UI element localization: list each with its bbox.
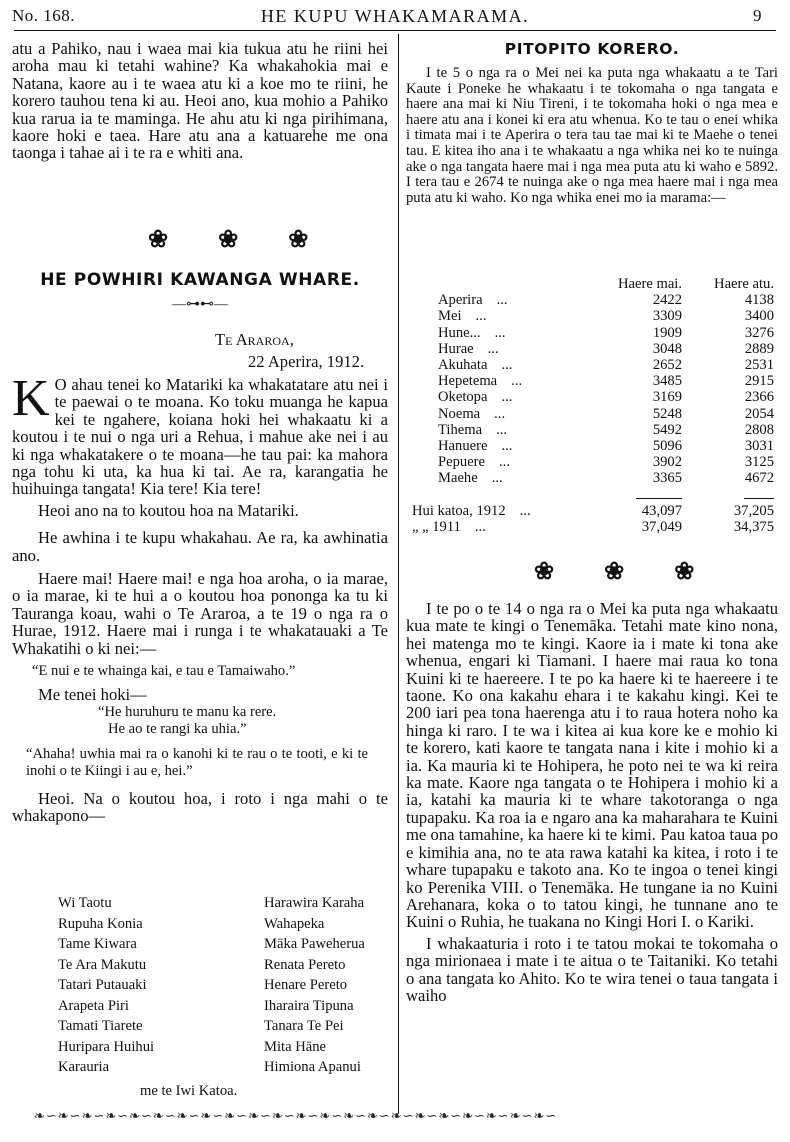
row-dots: ... bbox=[496, 292, 508, 309]
table-row bbox=[412, 357, 774, 373]
drop-cap: K bbox=[12, 370, 50, 427]
haere-mai-value: 3902 bbox=[652, 454, 682, 471]
row-dots: ... bbox=[474, 519, 486, 536]
table-row bbox=[412, 470, 774, 486]
signatory-left: Te Ara Makutu bbox=[58, 956, 147, 973]
signatory-right: Himiona Apanui bbox=[264, 1059, 361, 1075]
haere-mai-value: 5248 bbox=[652, 405, 682, 422]
signatory-right: Harawira Karaha bbox=[264, 895, 365, 911]
powhiri-para-1: O ahau tenei ko Matariki ka whakatatare atu nei i te paewai o te moana. Ko toku muanga he kapua kei te ngahere, koiana hoki hei whakaatu ki a koutou i te nui o nga uri a Rehua, i mahue ake nei i au ki nga whakatakere o te moana—he tau pai: ka mahora nga tohu ki uta, ka hua ki tai. Ae ra, karangatia he huihuinga tangata! Kia tere! Kia tere! bbox=[12, 375, 388, 499]
signatory-right: Renata Pereto bbox=[264, 956, 346, 973]
pitopito-intro-text: I te 5 o nga ra o Mei nei ka puta nga whakaatu a te Tari Kaute i Poneke he whakaatu i te tokomaha o nga tangata e haere ana mai ki Niu Tireni, i te tokomaha hoki o nga mea e haere atu ana i konei ki era atu whenua. Ko te tau o enei whika i timata mai i te Aperira o tera tau tae mai ki te Maehe o tenei tau. E kitea iho ana i te whakaatu a nga whika nei ko te nuinga ake o nga tangata haere mai i nga mea puta atu ki waho e 5892. I tera tau e 2674 te nuinga ake o nga mea haere mai i nga mea puta atu ki waho. Ko nga whika enei mo ia marama:— bbox=[406, 65, 778, 206]
haere-atu-value: 2915 bbox=[744, 373, 774, 390]
signatory-left: Tame Kiwara bbox=[58, 936, 137, 952]
table-row bbox=[412, 454, 774, 470]
row-label: Hurae bbox=[438, 340, 474, 357]
haere-atu-value: 2808 bbox=[744, 421, 774, 438]
table-row bbox=[412, 325, 774, 341]
row-label: Aperira bbox=[438, 292, 483, 309]
row-label: Maehe bbox=[438, 470, 478, 487]
table-header bbox=[412, 276, 602, 292]
dateline-date: 22 Aperira, 1912. bbox=[248, 352, 365, 371]
signatory-left: Karauria bbox=[58, 1059, 110, 1075]
row-dots: ... bbox=[496, 421, 508, 438]
row-dots: ... bbox=[501, 438, 513, 455]
pitopito-para-2: I whakaaturia i roto i te tatou mokai te tokomaha o nga mirionaea i mate i te aitua o te Taitaniki. Ko tetahi o ana tangata ko Ahito. Ko te wira tenei o taua tangata i waiho bbox=[406, 933, 778, 1005]
haere-mai-value: 37,049 bbox=[641, 519, 682, 536]
section-ornament: ❀ ❀ ❀ bbox=[148, 227, 331, 253]
haere-atu-value: 2531 bbox=[744, 357, 774, 374]
quote-2-line-1: “He huruhuru te manu ka rere. bbox=[98, 703, 277, 720]
table-row bbox=[412, 422, 774, 438]
row-label: Hanuere bbox=[438, 438, 488, 455]
row-dots: ... bbox=[519, 502, 531, 519]
powhiri-para-6: Heoi. Na o koutou hoa, i roto i nga mahi o te whakapono— bbox=[12, 788, 388, 825]
table-header-row bbox=[412, 276, 774, 292]
row-dots: ... bbox=[491, 470, 503, 487]
haere-atu-value: 4138 bbox=[744, 292, 774, 309]
table-row bbox=[412, 406, 774, 422]
row-label: Pepuere bbox=[438, 454, 486, 471]
powhiri-body bbox=[12, 370, 388, 825]
signatory-left: Tatari Putauaki bbox=[58, 977, 147, 993]
signatory-right: Mita Hāne bbox=[264, 1038, 327, 1055]
haere-atu-value: 37,205 bbox=[733, 502, 774, 519]
table-header: Haere mai. bbox=[617, 276, 682, 292]
signatory-right: Iharaira Tipuna bbox=[264, 997, 354, 1014]
haere-atu-value: 2889 bbox=[744, 340, 774, 357]
haere-mai-value: 3485 bbox=[652, 373, 682, 390]
haere-atu-value: 3031 bbox=[744, 438, 774, 455]
powhiri-para-3: He awhina i te kupu whakahau. Ae ra, ka awhinatia ano. bbox=[12, 528, 388, 565]
table-row bbox=[412, 308, 774, 324]
row-dots: ... bbox=[501, 357, 513, 374]
row-dots: ... bbox=[499, 454, 510, 471]
powhiri-para-5: Me tenei hoki— bbox=[38, 685, 147, 705]
header-rule bbox=[14, 30, 776, 31]
left-intro-paragraph bbox=[12, 40, 388, 162]
section-ornament: ❀ ❀ ❀ bbox=[534, 559, 717, 585]
closing-line: me te Iwi Katoa. bbox=[140, 1083, 238, 1099]
signatory-right: Tanara Te Pei bbox=[264, 1018, 344, 1034]
haere-mai-value: 2422 bbox=[652, 292, 682, 309]
haere-atu-value: 3276 bbox=[744, 324, 774, 341]
bottom-border-ornament: ❧∽❧∽❧∽❧∽❧∽❧∽❧∽❧∽❧∽❧∽❧∽❧∽❧∽❧∽❧∽❧∽❧∽❧∽❧∽❧∽❧∽❧∽ bbox=[34, 1108, 558, 1123]
masthead-title: HE KUPU WHAKAMARAMA. bbox=[260, 6, 530, 26]
article-title-powhiri: HE POWHIRI KAWANGA WHARE. bbox=[40, 270, 360, 290]
powhiri-para-4: Haere mai! Haere mai! e nga hoa aroha, o ia marae, o ia marae, ki te hui a o koutou hoa pononga ka tu ki Tauranga koau, wahi o Te Araroa, a te 19 o nga ra o Hurae, 1912. Haere mai i runga i te whakatauaki a Te Whakatihi o ki nei:— bbox=[12, 569, 388, 658]
quote-3: “Ahaha! uwhia mai ra o kanohi ki te rau o te tooti, e ki te inohi o te Kiingi i au e, hei.” bbox=[26, 745, 368, 779]
haere-atu-value: 2366 bbox=[744, 389, 774, 406]
haere-mai-value: 2652 bbox=[652, 357, 682, 374]
haere-mai-value: 3309 bbox=[652, 308, 682, 325]
signatory-left: Rupuha Konia bbox=[58, 915, 143, 932]
signatory-right: Wahapeka bbox=[264, 915, 325, 932]
row-dots: ... bbox=[494, 324, 506, 341]
signatory-right: Māka Paweherua bbox=[264, 936, 365, 952]
row-label: Hune... bbox=[438, 324, 481, 341]
row-label: Oketopa bbox=[438, 389, 488, 406]
haere-mai-value: 43,097 bbox=[641, 502, 682, 519]
row-label: Tihema bbox=[438, 421, 483, 438]
row-dots: ... bbox=[501, 389, 513, 406]
title-flourish: —⊶⊷— bbox=[172, 297, 228, 312]
haere-mai-value: 3365 bbox=[652, 470, 682, 487]
haere-mai-value: 5096 bbox=[652, 438, 682, 455]
haere-atu-value: 34,375 bbox=[733, 519, 774, 536]
table-row bbox=[412, 503, 774, 519]
haere-atu-value: 4672 bbox=[744, 470, 774, 487]
issue-number: No. 168. bbox=[12, 6, 76, 25]
row-dots: ... bbox=[487, 340, 499, 357]
intro-text: atu a Pahiko, nau i waea mai kia tukua atu he riini hei aroha mau ki tetahi wahine? Ka whakahokia mai e Natana, kaore au i te waea atu ki a koe mo te riini, he korero tauhou tena ki au. Heoi ano, kua mohio a Pahiko kua rarua ia te maminga. He ahu atu ki nga pirihimana, kaore hoki e taea. Hare atu ana a katuarehe me ona taonga i tahae ai i te ra e whiti ana. bbox=[12, 39, 388, 163]
quote-2-line-2: He ao te rangi ka uhia.” bbox=[108, 720, 247, 737]
row-label: Noema bbox=[438, 405, 481, 422]
haere-mai-value: 3048 bbox=[652, 340, 682, 357]
haere-atu-value: 3400 bbox=[744, 308, 774, 325]
table-row bbox=[412, 292, 774, 308]
row-label: „ „ 1911 bbox=[412, 519, 461, 536]
page-number: 9 bbox=[753, 6, 762, 25]
row-dots: ... bbox=[511, 373, 523, 390]
row-label: Hepetema bbox=[438, 373, 498, 390]
haere-atu-value: 2054 bbox=[744, 405, 774, 422]
row-dots: ... bbox=[494, 405, 506, 422]
table-header: Haere atu. bbox=[714, 276, 774, 292]
haere-mai-value: 5492 bbox=[652, 421, 682, 438]
row-label: Hui katoa, 1912 bbox=[412, 502, 506, 519]
signatory-right: Henare Pereto bbox=[264, 977, 348, 993]
signatory-left: Arapeta Piri bbox=[58, 997, 129, 1014]
table-row bbox=[412, 341, 774, 357]
signatory-left: Huripara Huihui bbox=[58, 1038, 155, 1055]
haere-atu-value: 3125 bbox=[744, 454, 774, 471]
row-dots: ... bbox=[475, 308, 487, 325]
table-row bbox=[412, 519, 774, 535]
powhiri-para-2: Heoi ano na to koutou hoa na Matariki. bbox=[38, 500, 299, 520]
haere-mai-value: 3169 bbox=[652, 389, 682, 406]
migration-table bbox=[412, 276, 774, 535]
row-label: Akuhata bbox=[438, 357, 488, 374]
pitopito-body bbox=[406, 600, 778, 1004]
pitopito-para-1: I te po o te 14 o nga ra o Mei ka puta nga whakaatu kua mate te kingi o Tenemāka. Tetahi mate kino nona, hei matenga mo te kingi. Kaore ia i mate ki tona ake whenua, engari ki Tiamani. I haere mai raua ko tona Kuini ki te haereere. I te po ka haere ki te haereere i te taone. Ko ona kakahu ehara i te kakahu kingi. Kei te 200 iari pea tona haerenga atu i to raua hotera noho ka hinga ki raro. I te wa i kitea ai kua kore ke e mohio ki te korero, kati kaore te tangata nana i kite i mohio ki a ia. Ka mauria ki te Hohipera, he poto nei te wa ki reira ka mate. Kaore nga tangata o te Hohipera i mohio ki a ia, katahi ka mauria ki te whare takotoranga o nga tupapaku. Ka roa ia e ngaro ana ka maharahara te Kuini me ona tamahine, ka haere ki te kimi. Pau katoa taua po e kimihia ana, no te ata rawa katahi ka kitea, i roto i te whare tupapaku e takoto ana. Ko te ingoa o tenei kingi ko Perenika VIII. o Tenemāka. He tungane ia no Kuini Arehanara, koka o to tatou kingi, he tunnane ano te Kuini o Ruhia, he tuakana no Kingi Hori I. o Kariki. bbox=[406, 599, 778, 932]
quote-1: “E nui e te whainga kai, e tau e Tamaiwaho.” bbox=[32, 663, 296, 680]
table-row bbox=[412, 389, 774, 405]
pitopito-intro bbox=[406, 66, 778, 206]
dateline-place: Te Araroa, bbox=[215, 330, 294, 349]
table-row bbox=[412, 373, 774, 389]
row-label: Mei bbox=[438, 308, 462, 325]
haere-mai-value: 1909 bbox=[652, 324, 682, 341]
signatory-left: Wi Taotu bbox=[58, 895, 112, 911]
article-title-pitopito: PITOPITO KORERO. bbox=[504, 40, 680, 58]
signatory-left: Tamati Tiarete bbox=[58, 1018, 143, 1034]
table-row bbox=[412, 438, 774, 454]
